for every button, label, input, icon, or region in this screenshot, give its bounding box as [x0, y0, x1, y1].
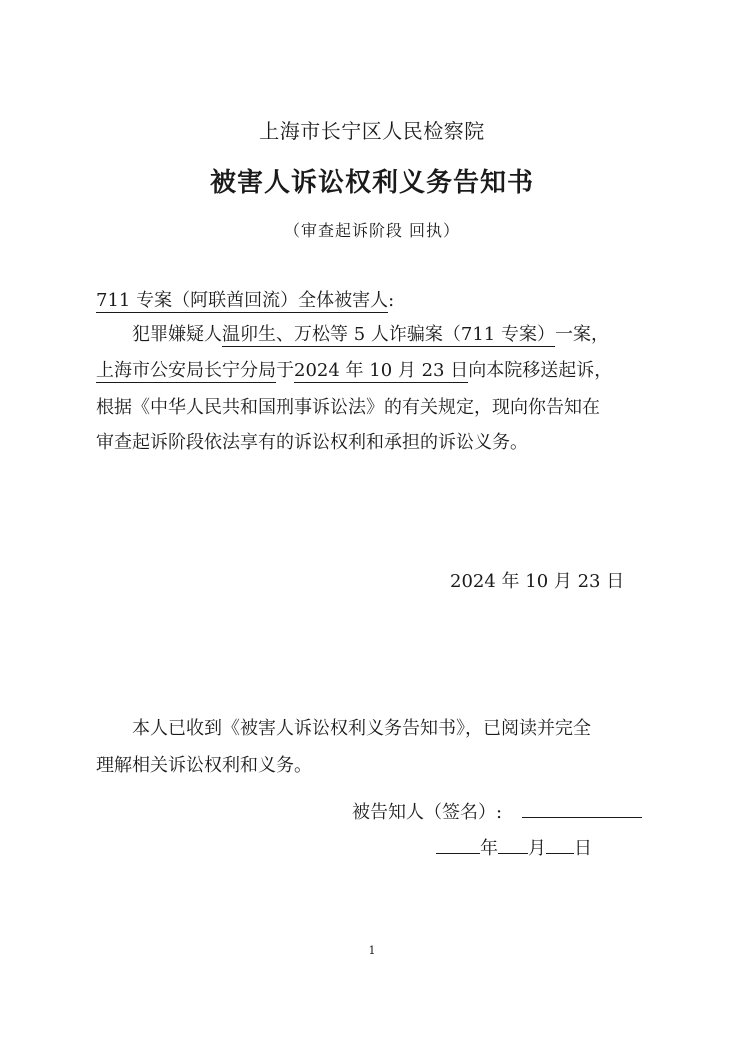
year-label: 年	[480, 838, 498, 859]
recipient-line	[96, 288, 394, 314]
body-text: 向本院移送起诉，	[468, 360, 613, 381]
recipient-name: 711 专案（阿联酋回流）全体被害人	[96, 290, 389, 311]
page-number: 1	[368, 944, 376, 957]
signature-row	[352, 797, 642, 826]
transferring-agency-field: 上海市公安局长宁分局	[96, 360, 276, 381]
procuratorate-name: 上海市长宁区人民检察院	[259, 119, 485, 143]
receipt-line-1: 本人已收到《被害人诉讼权利义务告知书》，已阅读并完全	[132, 718, 591, 739]
body-text: 于	[276, 360, 294, 381]
month-label: 月	[528, 838, 546, 859]
body-line-1	[132, 322, 609, 348]
sign-month-field[interactable]	[498, 833, 528, 854]
signer-label: 被告知人（签名）:	[352, 802, 503, 823]
sign-day-field[interactable]	[546, 833, 574, 854]
body-line-4: 审查起诉阶段依法享有的诉讼权利和承担的诉讼义务。	[96, 432, 528, 453]
transfer-date-field: 2024 年 10 月 23 日	[294, 360, 469, 381]
recipient-colon: :	[388, 290, 395, 311]
body-text: 犯罪嫌疑人	[132, 324, 222, 345]
document-title: 被害人诉讼权利义务告知书	[209, 168, 534, 198]
body-line-2	[96, 358, 612, 384]
sign-date-row	[436, 833, 592, 862]
body-line-3: 根据《中华人民共和国刑事诉讼法》的有关规定，现向你告知在	[96, 397, 600, 418]
day-label: 日	[574, 838, 592, 859]
receipt-line-2: 理解相关诉讼权利和义务。	[96, 755, 312, 776]
suspects-field: 温卯生、万松等 5 人诈骗案（711 专案）	[222, 324, 555, 345]
sign-year-field[interactable]	[436, 833, 480, 854]
issue-date: 2024 年 10 月 23 日	[450, 571, 625, 592]
document-subtitle: （审查起诉阶段 回执）	[283, 221, 461, 240]
body-text: 一案，	[554, 324, 609, 345]
signature-field[interactable]	[522, 797, 642, 818]
